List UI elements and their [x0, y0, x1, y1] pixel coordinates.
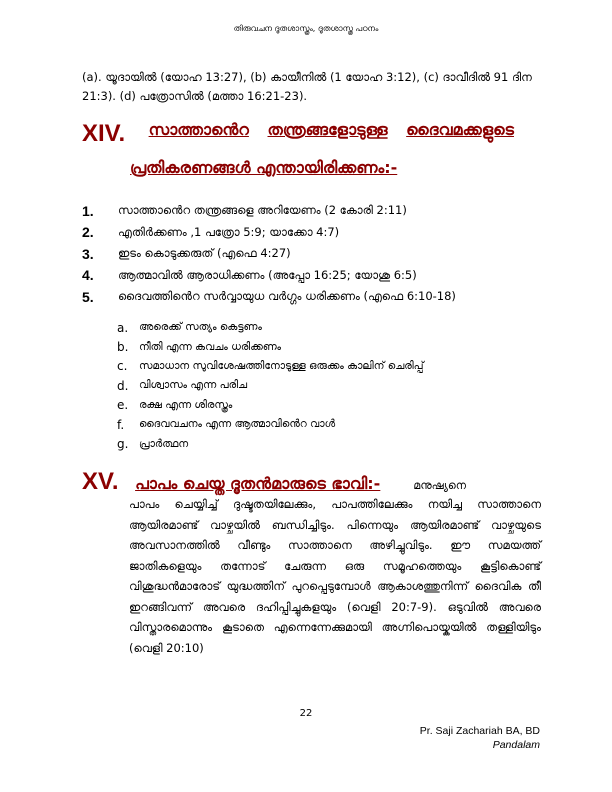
sublist-item-letter: a.	[117, 320, 129, 335]
sublist-item-text: അരെക്ക് സത്യം കെട്ടണം	[139, 321, 262, 334]
sublist-item	[117, 337, 547, 356]
section-xv-title-tail: മനുഷ്യനെ	[413, 479, 466, 492]
page-header: തിരുവചന ദൂതശാസ്ത്രം, ദൂതശാസ്ത്ര പഠനം	[233, 24, 379, 33]
list-item	[82, 286, 552, 308]
section-xv-heading	[82, 468, 562, 496]
sublist-item-text: സമാധാന സുവിശേഷത്തിനോടുള്ള ഒരുക്കം കാലിന് ചെരിപ്പ്	[139, 359, 424, 372]
sublist-item-text: വിശ്വാസം എന്ന പരിച	[139, 379, 248, 392]
sublist-item-text: പ്രാർത്ഥന	[139, 437, 189, 450]
sublist-item-text: ദൈവവചനം എന്ന ആത്മാവിൻെറ വാൾ	[139, 418, 336, 431]
footer-place: Pandalam	[492, 739, 540, 751]
page-number: 22	[299, 708, 313, 719]
list-item-number: 3.	[82, 245, 94, 262]
sublist-item-letter: d.	[117, 378, 129, 393]
section-xv-title: പാപം ചെയ്ത ദൂതൻമാരുടെ ഭാവി:-	[135, 474, 381, 493]
numbered-list	[82, 200, 552, 308]
section-xiv-title-word: സാത്താൻെറ	[148, 120, 249, 139]
section-xiv-heading	[82, 120, 562, 178]
section-xiv-title-continuation: പ്രതികരണങ്ങൾ എന്തായിരിക്കണം:-	[130, 158, 398, 177]
list-item-number: 2.	[82, 224, 94, 241]
section-xiv-title-word: ദൈവമക്കളുടെ	[406, 120, 514, 139]
list-item-text: ഇടം കൊടുക്കരുത് (എഫെ 4:27)	[118, 246, 291, 261]
sublist-item	[117, 434, 547, 453]
sublist-item	[117, 376, 547, 395]
section-xv-body: പാപം ചെയ്യിച്ച് ദുഷ്ടതയിലേക്കും, പാപത്തിലേക്കും നയിച്ച സാത്താനെ ആയിരമാണ്ട് വാഴ്ചയിൽ ബന്ധിച്ചിടും. പിന്നെയും ആയിരമാണ്ട് വാഴ്ചയുടെ അവസാനത്തിൽ വീണ്ടും സാത്താനെ അഴിച്ചുവിടും. ഈ സമയത്ത് ജാതികളെയും തന്നോട് ചേരുന്ന ഒരു സമൂഹത്തെയും കൂട്ടികൊണ്ട് വിശുദ്ധൻമാരോട് യുദ്ധത്തിന് പുറപ്പെടുമ്പോൾ ആകാശത്തുനിന്ന് ദൈവിക തീ ഇറങ്ങിവന്ന് അവരെ ദഹിപ്പിച്ചുകളയും (വെളി 20:7-9). ഒടുവിൽ അവരെ വിസ്താരമൊന്നും കൂടാതെ എന്നെന്നേക്കുമായി അഗ്നിപൊയ്കയിൽ തള്ളിയിടും (വെളി 20:10)	[129, 497, 541, 655]
section-xiv-title-line2	[130, 158, 562, 178]
list-item	[82, 243, 552, 265]
footer-author: Pr. Saji Zachariah BA, BD	[419, 725, 540, 737]
list-item-number: 1.	[82, 202, 94, 219]
intro-paragraph: (a). യൂദായിൽ (യോഹ 13:27), (b) കായീനിൽ (1 യോഹ 3:12), (c) ദാവീദിൽ 91 ദിന 21:3). (d) പത്രോസിൽ (മത്താ 16:21-23).	[82, 70, 532, 103]
sublist-item	[117, 318, 547, 337]
list-item	[82, 265, 552, 287]
sublist-item-letter: g.	[117, 437, 129, 452]
sublist-item	[117, 396, 547, 415]
list-item-text: എതിർക്കണം ,1 പത്രോ 5:9; യാക്കോ 4:7)	[118, 224, 340, 239]
sublist-item-letter: f.	[117, 417, 125, 432]
sublist-item-text: രക്ഷ എന്ന ശിരസ്ത്രം	[139, 398, 233, 411]
footer	[420, 724, 540, 752]
list-item-text: ദൈവത്തിൻെറ സർവ്വായുധ വർഗ്ഗം ധരിക്കണം (എഫെ 6:10-18)	[118, 289, 456, 304]
sublist-item	[117, 357, 547, 376]
lettered-sublist	[117, 318, 547, 454]
section-xv-number: XV.	[82, 468, 119, 495]
section-xiv-number: XIV.	[82, 120, 126, 147]
sublist-item-letter: e.	[117, 398, 129, 413]
list-item-number: 5.	[82, 288, 94, 305]
sublist-item-letter: c.	[117, 359, 128, 374]
list-item	[82, 222, 552, 244]
list-item-text: സാത്താൻെറ തന്ത്രങ്ങളെ അറിയേണം (2 കോരി 2:11)	[118, 203, 407, 218]
sublist-item-text: നീതി എന്ന കവചം ധരിക്കണം	[139, 340, 282, 353]
list-item	[82, 200, 552, 222]
list-item-text: ആത്മാവിൽ ആരാധിക്കണം (അപ്പോ 16:25; യോശു 6:5)	[118, 267, 417, 282]
sublist-item-letter: b.	[117, 340, 129, 355]
section-xiv-title-word: തന്ത്രങ്ങളോടുള്ള	[267, 120, 388, 139]
sublist-item	[117, 415, 547, 434]
list-item-number: 4.	[82, 267, 94, 284]
section-xiv-title-line1	[82, 120, 514, 148]
